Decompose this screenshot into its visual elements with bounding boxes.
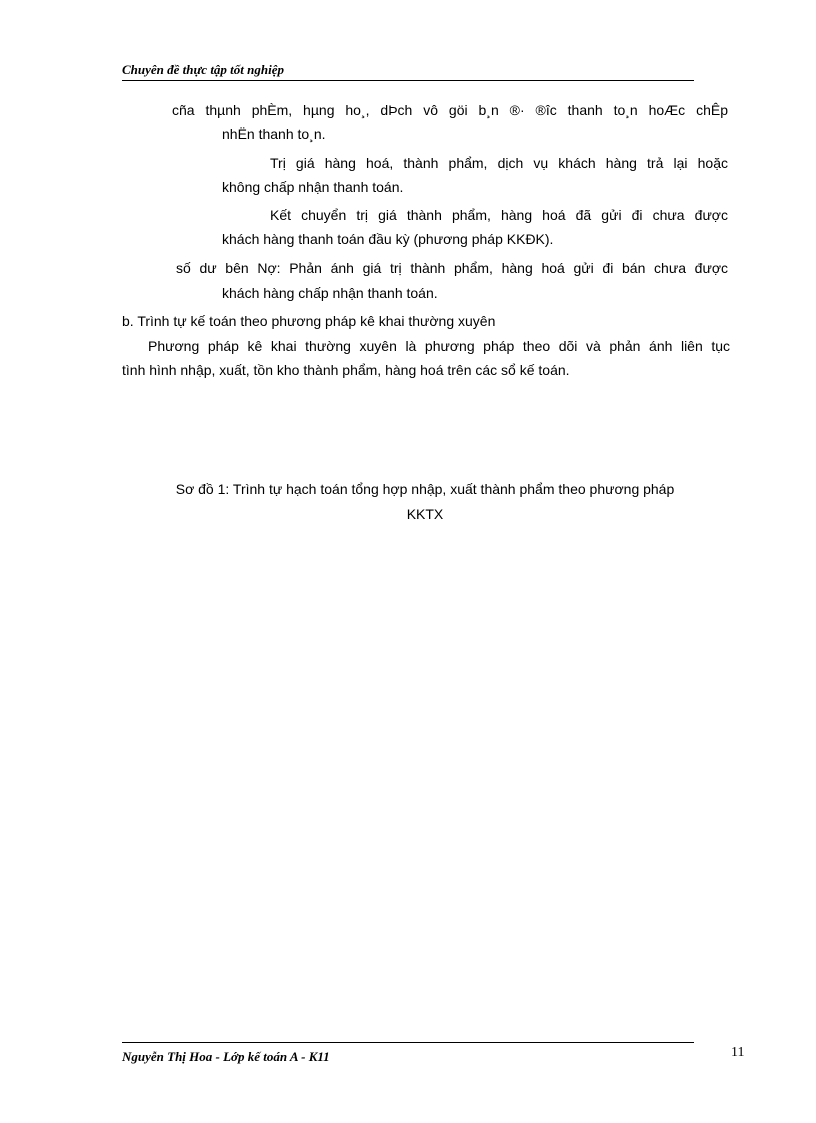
page-number: 11	[731, 1045, 745, 1060]
body-line-3: Trị giá hàng hoá, thành phẩm, dịch vụ khách hàng trả lại hoặc	[270, 155, 728, 171]
diagram-caption: Sơ đồ 1: Trình tự hạch toán tổng hợp nhập, xuất thành phẩm theo phương pháp	[175, 481, 675, 497]
body-line-11: tình hình nhập, xuất, tồn kho thành phẩm, hàng hoá trên các sổ kế toán.	[122, 362, 570, 378]
body-line-8: khách hàng chấp nhận thanh toán.	[222, 285, 438, 301]
footer-author: Nguyễn Thị Hoa - Lớp kế toán A - K11	[122, 1049, 330, 1064]
body-line-5: Kết chuyển trị giá thành phẩm, hàng hoá đã gửi đi chưa được	[270, 207, 728, 223]
body-line-2: nhËn thanh to¸n.	[222, 126, 326, 142]
body-line-6: khách hàng thanh toán đầu kỳ (phương pháp KKĐK).	[222, 231, 554, 247]
body-line-7: số dư bên Nợ: Phản ánh giá trị thành phẩm, hàng hoá gửi đi bán chưa được	[176, 260, 728, 276]
footer-divider	[122, 1042, 694, 1043]
body-line-1: cña thµnh phÈm, hµng ho¸, dÞch vô göi b¸n ®· ®îc thanh to¸n hoÆc chÊp	[172, 102, 728, 118]
document-header: Chuyên đề thực tập tốt nghiệp	[122, 62, 694, 81]
section-heading: b. Trình tự kế toán theo phương pháp kê khai thường xuyên	[122, 313, 496, 329]
diagram-caption-2: KKTX	[406, 506, 444, 522]
body-line-4: không chấp nhận thanh toán.	[222, 179, 404, 195]
body-line-10: Phương pháp kê khai thường xuyên là phương pháp theo dõi và phản ánh liên tục	[148, 338, 730, 354]
